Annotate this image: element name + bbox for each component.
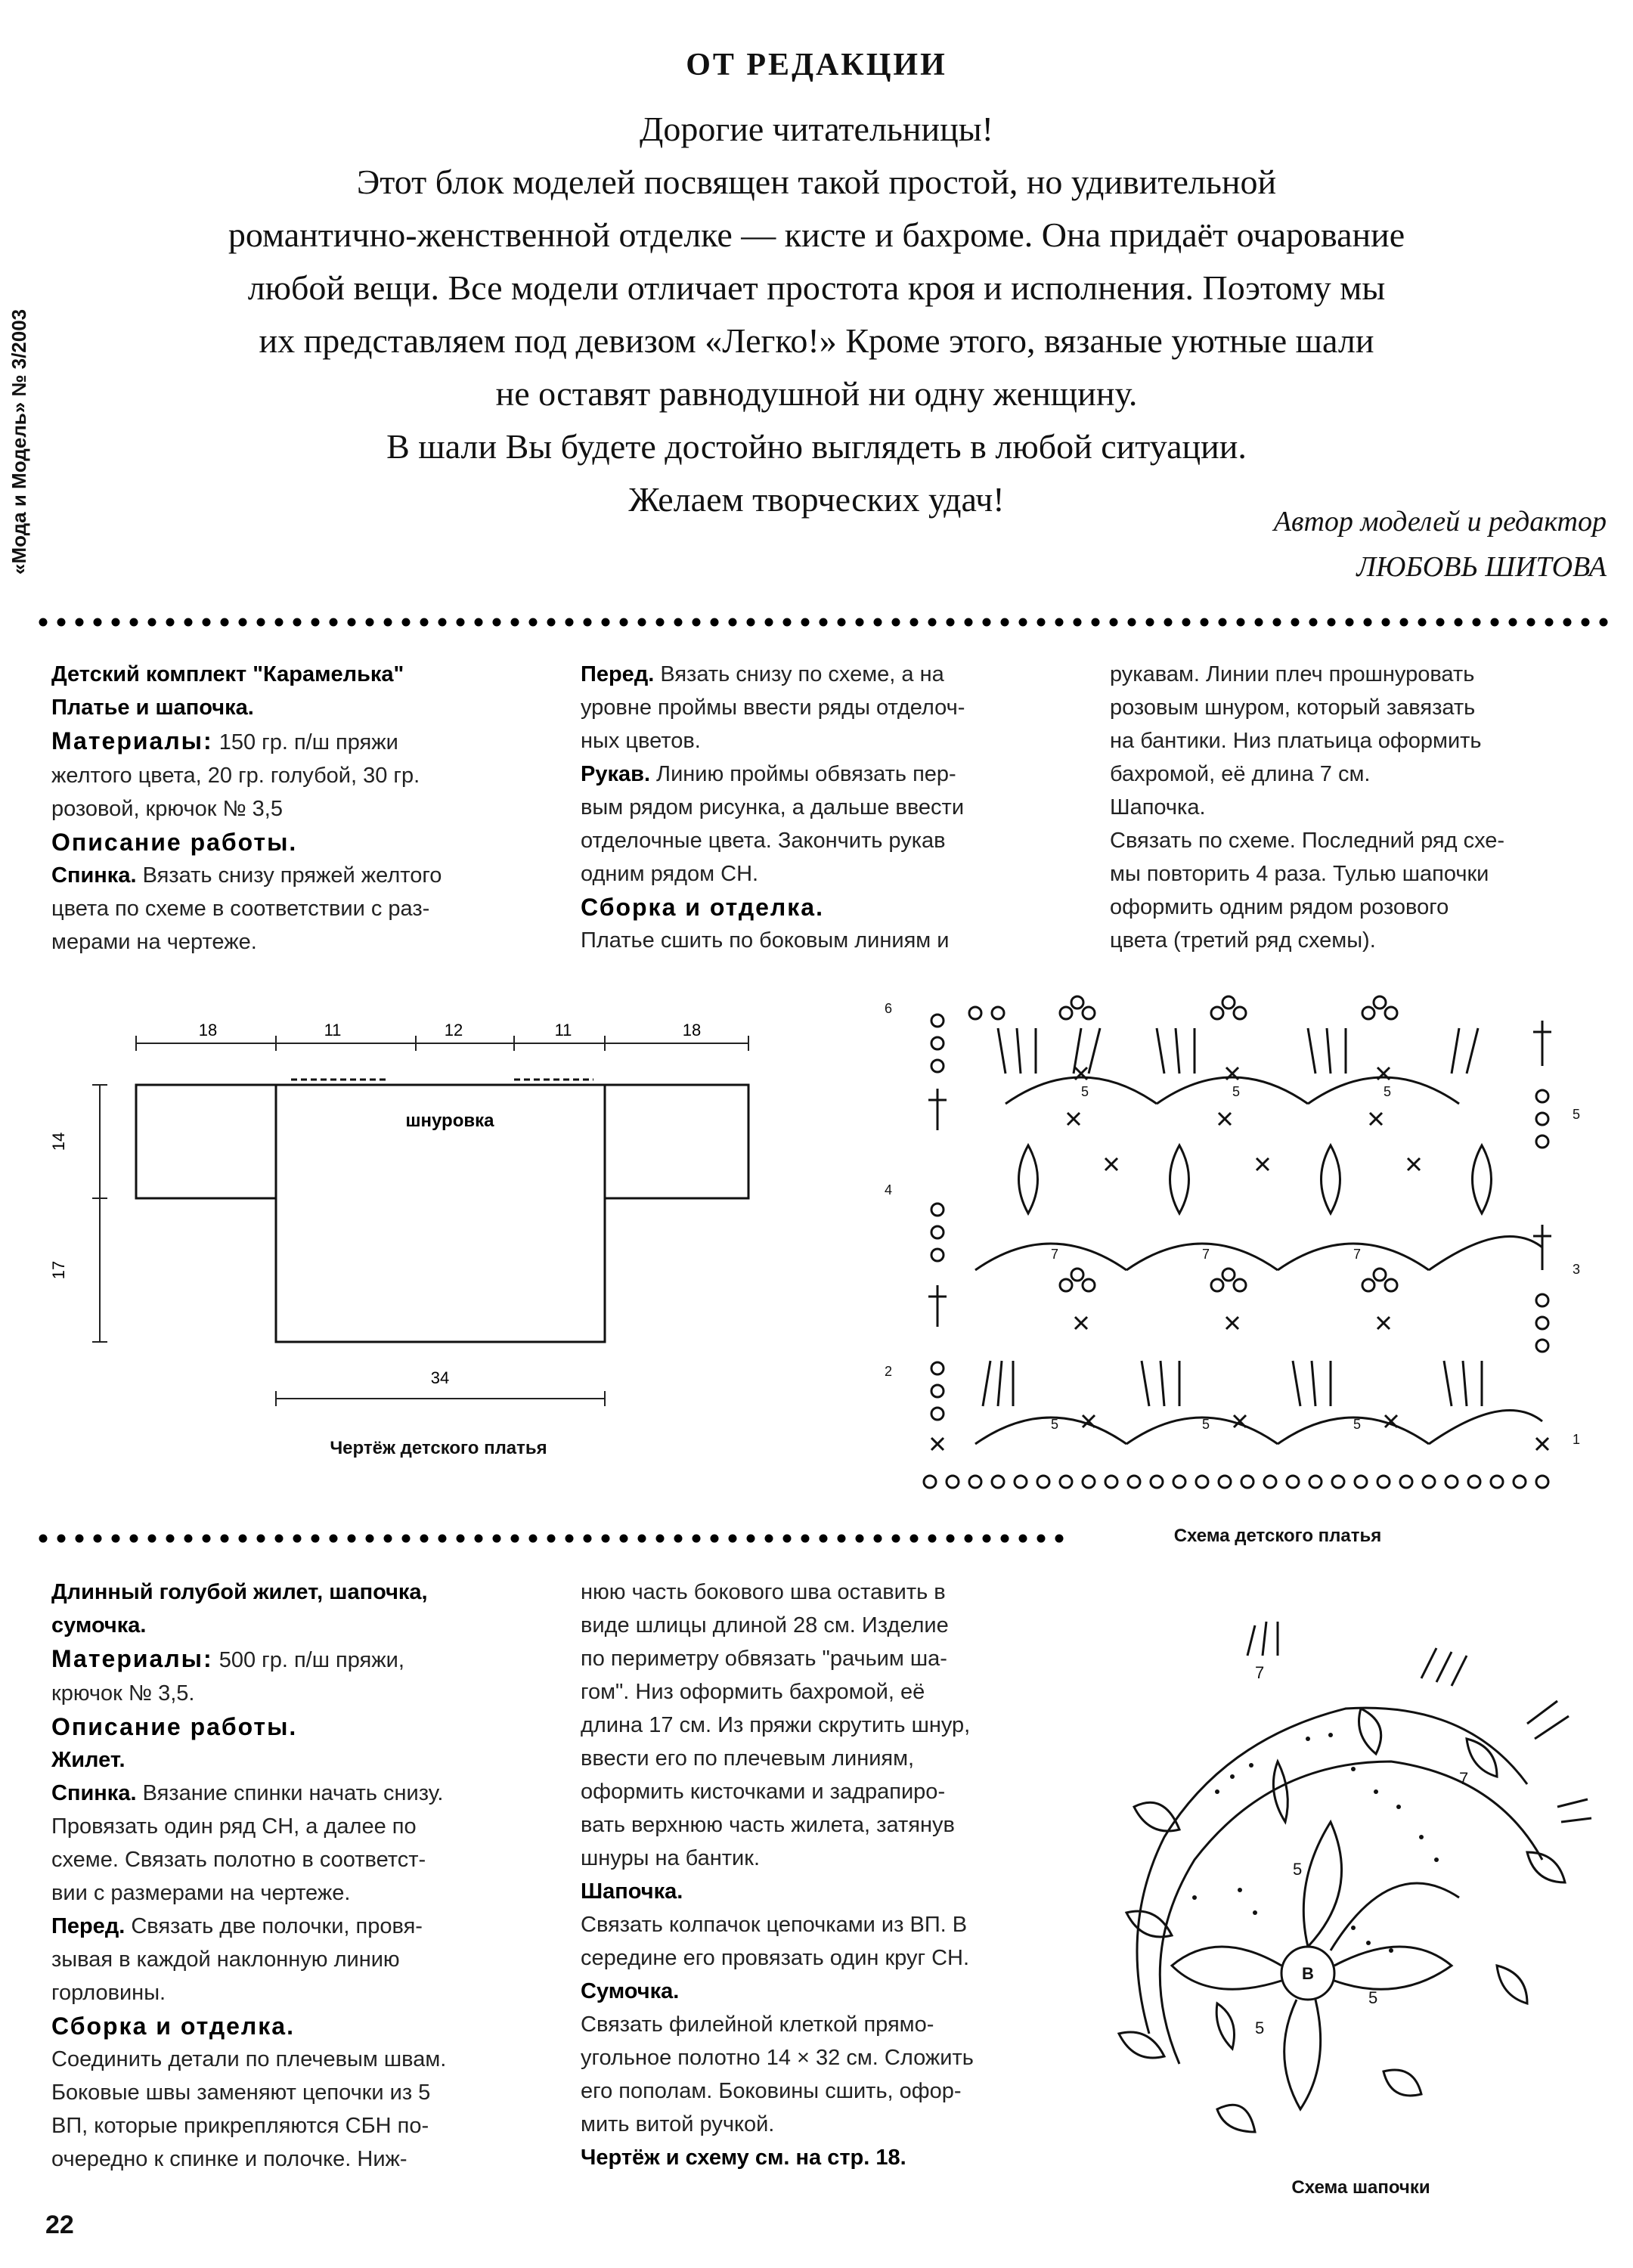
arc-number: 5 <box>1384 1084 1392 1099</box>
hat-number: 7 <box>1255 1663 1265 1682</box>
text-line: вии с размерами на чертеже. <box>51 1881 351 1905</box>
text-line: Связать по схеме. Последний ряд схе- <box>1110 829 1505 853</box>
editorial-line: В шали Вы будете достойно выглядеть в любой ситуации. <box>386 427 1247 466</box>
hat-number: 7 <box>1459 1769 1469 1788</box>
arc-number: 5 <box>1353 1417 1362 1432</box>
assembly-heading: Сборка и отделка. <box>581 894 824 921</box>
editorial-line: их представляем под девизом «Легко!» Кроме этого, вязаные уютные шали <box>259 321 1374 360</box>
text-line: нюю часть бокового шва оставить в <box>581 1580 946 1604</box>
dim-label: 12 <box>444 1021 463 1040</box>
text-line: мерами на чертеже. <box>51 930 257 954</box>
text-line: горловины. <box>51 1981 166 2005</box>
editorial-line: Дорогие читательницы! <box>640 110 993 148</box>
text-line: вым рядом рисунка, а дальше ввести <box>581 795 965 820</box>
dim-label: 18 <box>682 1021 702 1040</box>
editorial-line: любой вещи. Все модели отличает простота кроя и исполнения. Поэтому мы <box>247 268 1386 307</box>
text-line: ных цветов. <box>581 729 701 753</box>
dress-drawing-caption: Чертёж детского платья <box>330 1438 547 1458</box>
text-span: Вязать снизу по схеме, а на <box>654 662 944 686</box>
text-line: Соединить детали по плечевым швам. <box>51 2047 447 2071</box>
hat-number: 5 <box>1255 2019 1265 2037</box>
text-line: схеме. Связать полотно в соответст- <box>51 1848 426 1872</box>
text-line: уровне проймы ввести ряды отделоч- <box>581 696 965 720</box>
editorial-line: Желаем творческих удач! <box>628 480 1005 519</box>
arc-number: 7 <box>1051 1247 1059 1262</box>
dim-label: 34 <box>430 1368 450 1387</box>
bag-heading: Сумочка. <box>581 1979 680 2003</box>
text-span: 500 гр. п/ш пряжи, <box>212 1648 404 1672</box>
back-heading: Спинка. <box>51 863 137 888</box>
sleeve-heading: Рукав. <box>581 762 650 786</box>
text-span: Вязание спинки начать снизу. <box>136 1781 444 1805</box>
dim-label: 14 <box>49 1132 68 1151</box>
text-line: середине его провязать один круг СН. <box>581 1946 970 1970</box>
editorial-body <box>151 103 1482 526</box>
text-line: шнуры на бантик. <box>581 1846 760 1870</box>
dotted-separator <box>38 1533 1081 1544</box>
editorial-line: романтично-женственной отделке — кисте и бахроме. Она придаёт очарование <box>228 215 1405 254</box>
section1-col3 <box>1110 658 1609 957</box>
arc-number: 5 <box>1051 1417 1059 1432</box>
text-line: Связать колпачок цепочками из ВП. В <box>581 1913 968 1937</box>
text-line: зывая в каждой наклонную линию <box>51 1947 400 1972</box>
text-line: мить витой ручкой. <box>581 2112 775 2136</box>
dress-pattern-drawing <box>49 1005 801 1429</box>
arc-number: 7 <box>1353 1247 1362 1262</box>
editorial-line: не оставят равнодушной ни одну женщину. <box>495 374 1138 413</box>
arc-number: 5 <box>1202 1417 1210 1432</box>
hat-number: 5 <box>1293 1860 1303 1879</box>
back-heading: Спинка. <box>51 1781 137 1805</box>
text-line: виде шлицы длиной 28 см. Изделие <box>581 1613 949 1637</box>
text-line: Боковые швы заменяют цепочки из 5 <box>51 2081 431 2105</box>
product-title: Длинный голубой жилет, шапочка, <box>51 1580 428 1604</box>
text-line: оформить кисточками и задрапиро- <box>581 1780 946 1804</box>
text-line: Провязать один ряд СН, а далее по <box>51 1814 417 1839</box>
hat-heading: Шапочка. <box>1110 795 1206 820</box>
product-title: Детский комплект "Карамелька" <box>51 662 404 686</box>
text-line: отделочные цвета. Закончить рукав <box>581 829 946 853</box>
product-subtitle: сумочка. <box>51 1613 147 1637</box>
text-line: оформить одним рядом розового <box>1110 895 1449 919</box>
dotted-separator <box>38 617 1610 627</box>
row-label: 5 <box>1573 1107 1581 1122</box>
author-block <box>1274 499 1607 590</box>
text-line: по периметру обвязать "рачьим ша- <box>581 1647 947 1671</box>
arc-number: 7 <box>1202 1247 1210 1262</box>
text-line: очередно к спинке и полочке. Ниж- <box>51 2147 407 2171</box>
text-line: цвета по схеме в соответствии с раз- <box>51 897 430 921</box>
section2-col1 <box>51 1576 550 2176</box>
work-heading: Описание работы. <box>51 1713 298 1740</box>
dim-label: 11 <box>324 1021 342 1040</box>
vest-heading: Жилет. <box>51 1748 125 1772</box>
text-line: вать верхнюю часть жилета, затянув <box>581 1813 955 1837</box>
text-line: мы повторить 4 раза. Тулью шапочки <box>1110 862 1489 886</box>
arc-number: 5 <box>1081 1084 1089 1099</box>
row-label: 6 <box>885 1001 893 1016</box>
materials-heading: Материалы: <box>51 1645 213 1672</box>
text-line: длина 17 см. Из пряжи скрутить шнур, <box>581 1713 971 1737</box>
hat-number: 5 <box>1368 1988 1378 2007</box>
row-label: 4 <box>885 1182 893 1198</box>
text-line: его пополам. Боковины сшить, офор- <box>581 2079 962 2103</box>
text-span: 150 гр. п/ш пряжи <box>212 730 398 754</box>
author-name: ЛЮБОВЬ ШИТОВА <box>1356 551 1607 583</box>
leaf-shapes <box>1119 1709 1565 2132</box>
page-number: 22 <box>45 2211 74 2239</box>
dim-label: 17 <box>49 1260 68 1280</box>
dress-scheme-caption: Схема детского платья <box>1173 1526 1382 1546</box>
row-label: 2 <box>885 1364 893 1379</box>
chain-row <box>924 1476 1548 1488</box>
text-line: цвета (третий ряд схемы). <box>1110 928 1376 953</box>
text-line: Связать филейной клеткой прямо- <box>581 2012 934 2037</box>
section2-col2 <box>581 1576 1080 2174</box>
lacing-label: шнуровка <box>405 1111 494 1131</box>
text-line: розовой, крючок № 3,5 <box>51 797 283 821</box>
text-line: угольное полотно 14 × 32 см. Сложить <box>581 2046 974 2070</box>
cross-stitches <box>931 1067 1548 1450</box>
text-span: Связать две полочки, провя- <box>125 1914 423 1938</box>
magazine-side-label: «Мода и Модель» № 3/2003 <box>8 308 30 575</box>
assembly-heading: Сборка и отделка. <box>51 2012 295 2040</box>
author-role: Автор моделей и редактор <box>1273 506 1607 538</box>
work-heading: Описание работы. <box>51 829 298 856</box>
dress-crochet-scheme <box>877 998 1603 1497</box>
arc-number: 5 <box>1232 1084 1241 1099</box>
front-heading: Перед. <box>581 662 655 686</box>
materials-heading: Материалы: <box>51 727 213 754</box>
hat-heading: Шапочка. <box>581 1879 683 1904</box>
text-line: ввести его по плечевым линиям, <box>581 1746 915 1771</box>
hat-center-label: В <box>1302 1964 1314 1983</box>
text-line: ВП, которые прикрепляются СБН по- <box>51 2114 429 2138</box>
section1-col1 <box>51 658 543 959</box>
text-line: Платье сшить по боковым линиям и <box>581 928 950 953</box>
dim-label: 11 <box>554 1021 572 1040</box>
page-reference: Чертёж и схему см. на стр. 18. <box>581 2146 906 2170</box>
hat-crochet-scheme <box>1104 1610 1603 2155</box>
text-line: рукавам. Линии плеч прошнуровать <box>1110 662 1475 686</box>
text-line: на бантики. Низ платьица оформить <box>1110 729 1482 753</box>
dim-label: 18 <box>198 1021 218 1040</box>
text-line: гом". Низ оформить бахромой, её <box>581 1680 925 1704</box>
text-line: желтого цвета, 20 гр. голубой, 30 гр. <box>51 764 420 788</box>
text-line: одним рядом СН. <box>581 862 759 886</box>
top-strokes <box>1247 1622 1591 1822</box>
text-span: Линию проймы обвязать пер- <box>650 762 956 786</box>
editorial-title: ОТ РЕДАКЦИИ <box>686 48 947 82</box>
text-line: розовым шнуром, который завязать <box>1110 696 1476 720</box>
text-line: крючок № 3,5. <box>51 1681 195 1706</box>
editorial-line: Этот блок моделей посвящен такой простой, но удивительной <box>356 163 1277 201</box>
product-subtitle: Платье и шапочка. <box>51 696 254 720</box>
section1-col2 <box>581 658 1080 957</box>
row-label: 3 <box>1573 1262 1581 1277</box>
row-label: 1 <box>1573 1432 1581 1447</box>
front-heading: Перед. <box>51 1914 125 1938</box>
text-span: Вязать снизу пряжей желтого <box>136 863 442 888</box>
text-line: бахромой, её длина 7 см. <box>1110 762 1371 786</box>
hat-scheme-caption: Схема шапочки <box>1291 2177 1430 2198</box>
